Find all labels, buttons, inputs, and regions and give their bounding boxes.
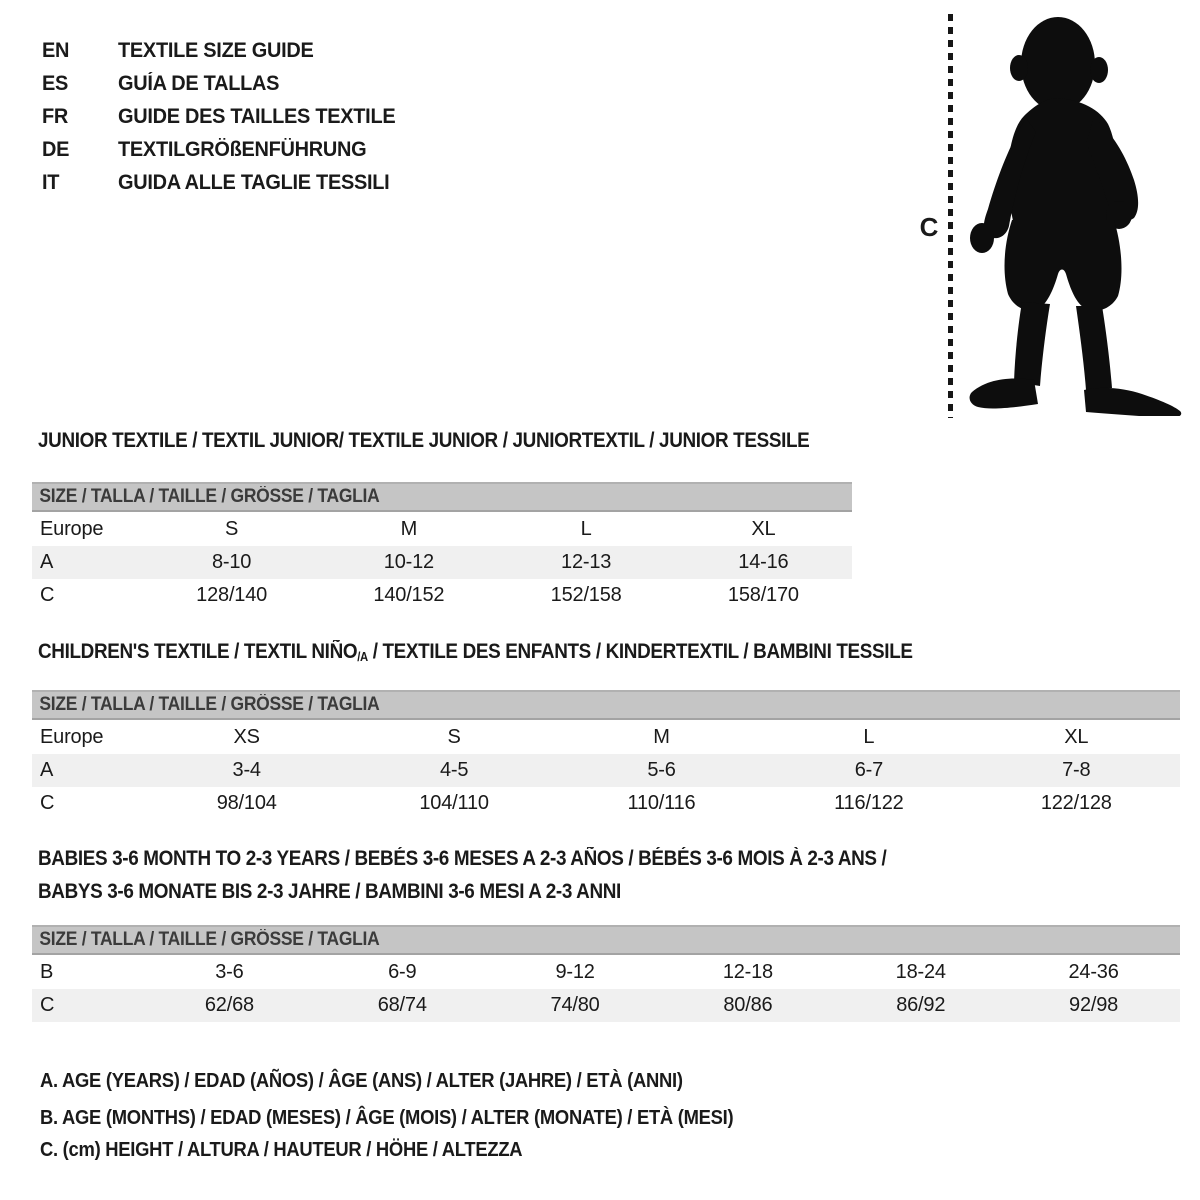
table-row: [32, 546, 852, 579]
table-row: [32, 955, 1180, 989]
section-heading-babies-line2: BABYS 3-6 MONATE BIS 2-3 JAHRE / BAMBINI 3-6 MESI A 2-3 ANNI: [38, 880, 621, 903]
table-row: [32, 512, 852, 546]
size-cell: 3-6: [215, 960, 244, 983]
size-cell: 128/140: [196, 584, 268, 606]
heading-subscript: /A: [357, 650, 368, 665]
language-code: ES: [42, 72, 69, 95]
size-header-text: SIZE / TALLA / TAILLE / GRÖSSE / TAGLIA: [39, 929, 380, 950]
size-cell: 6-7: [854, 759, 884, 781]
language-title: GUIDA ALLE TAGLIE TESSILI: [118, 171, 390, 194]
size-cell: 152/158: [550, 584, 622, 606]
size-cell: 24-36: [1068, 960, 1119, 983]
language-row: [42, 105, 395, 129]
table-row: [32, 720, 1180, 754]
language-code: EN: [42, 39, 70, 62]
language-title: GUÍA DE TALLAS: [118, 72, 280, 95]
size-cell: 3-4: [232, 759, 261, 781]
note-line-a: A. AGE (YEARS) / EDAD (AÑOS) / ÂGE (ANS) / ALTER (JAHRE) / ETÀ (ANNI): [40, 1070, 683, 1092]
row-label: C: [40, 994, 55, 1016]
size-header-bar: [32, 482, 852, 512]
row-label: Europe: [40, 517, 104, 540]
size-cell: XL: [1064, 725, 1089, 748]
size-cell: L: [863, 725, 875, 748]
size-cell: 14-16: [738, 551, 789, 573]
size-cell: L: [580, 517, 592, 540]
size-cell: 158/170: [727, 584, 799, 606]
size-cell: 80/86: [723, 994, 773, 1016]
size-cell: 18-24: [895, 960, 946, 983]
language-row: [42, 39, 314, 63]
size-cell: 116/122: [834, 792, 904, 814]
size-cell: 104/110: [419, 792, 489, 814]
height-measure-line: [948, 14, 953, 418]
note-line-c: C. (cm) HEIGHT / ALTURA / HAUTEUR / HÖHE / ALTEZZA: [40, 1139, 523, 1161]
language-code: DE: [42, 138, 70, 161]
size-cell: S: [447, 725, 461, 748]
size-header-text: SIZE / TALLA / TAILLE / GRÖSSE / TAGLIA: [39, 486, 380, 507]
size-header-bar: [32, 690, 1180, 720]
row-label: A: [40, 759, 54, 781]
section-heading-children: [38, 641, 913, 663]
size-cell: M: [400, 517, 418, 540]
size-cell: 5-6: [647, 759, 676, 781]
size-cell: S: [225, 517, 239, 540]
height-label-c: C: [919, 212, 939, 242]
heading-text: CHILDREN'S TEXTILE / TEXTIL NIÑO: [38, 640, 358, 663]
size-cell: 12-13: [561, 551, 612, 573]
table-row: [32, 579, 852, 612]
section-heading-junior: JUNIOR TEXTILE / TEXTIL JUNIOR/ TEXTILE JUNIOR / JUNIORTEXTIL / JUNIOR TESSILE: [38, 429, 810, 452]
size-cell: XL: [751, 517, 776, 540]
size-cell: 9-12: [555, 960, 595, 983]
size-cell: 122/128: [1040, 792, 1112, 814]
language-title: GUIDE DES TAILLES TEXTILE: [118, 105, 396, 128]
language-row: [42, 138, 366, 162]
language-row: [42, 72, 279, 96]
heading-text: / TEXTILE DES ENFANTS / KINDERTEXTIL / BAMBINI TESSILE: [367, 640, 913, 663]
table-row: [32, 989, 1180, 1022]
language-code: FR: [42, 105, 69, 128]
size-cell: 92/98: [1069, 994, 1119, 1016]
language-title: TEXTILE SIZE GUIDE: [118, 39, 314, 62]
row-label: Europe: [40, 725, 104, 748]
size-cell: 86/92: [896, 994, 946, 1016]
size-cell: XS: [233, 725, 260, 748]
size-cell: 140/152: [373, 584, 445, 606]
size-cell: 110/116: [627, 792, 696, 814]
toddler-silhouette-icon: [962, 14, 1198, 416]
size-cell: 7-8: [1062, 759, 1091, 781]
size-cell: 74/80: [550, 994, 600, 1016]
language-row: [42, 171, 389, 195]
section-heading-babies-line1: BABIES 3-6 MONTH TO 2-3 YEARS / BEBÉS 3-6 MESES A 2-3 AÑOS / BÉBÉS 3-6 MOIS À 2-3 ANS /: [38, 847, 887, 870]
size-cell: M: [653, 725, 670, 748]
size-cell: 12-18: [722, 960, 773, 983]
size-cell: 68/74: [377, 994, 427, 1016]
language-code: IT: [42, 171, 60, 194]
language-title: TEXTILGRÖßENFÜHRUNG: [118, 138, 367, 161]
row-label: A: [40, 551, 54, 573]
size-cell: 98/104: [216, 792, 277, 814]
row-label: C: [40, 792, 55, 814]
table-row: [32, 787, 1180, 820]
size-header-text: SIZE / TALLA / TAILLE / GRÖSSE / TAGLIA: [39, 694, 380, 715]
size-header-bar: [32, 925, 1180, 955]
table-row: [32, 754, 1180, 787]
row-label: B: [40, 960, 54, 983]
size-cell: 10-12: [383, 551, 434, 573]
size-cell: 4-5: [439, 759, 469, 781]
note-line-b: B. AGE (MONTHS) / EDAD (MESES) / ÂGE (MOIS) / ALTER (MONATE) / ETÀ (MESI): [40, 1107, 734, 1129]
size-cell: 6-9: [388, 960, 417, 983]
size-cell: 8-10: [212, 551, 252, 573]
size-cell: 62/68: [204, 994, 254, 1016]
row-label: C: [40, 584, 55, 606]
